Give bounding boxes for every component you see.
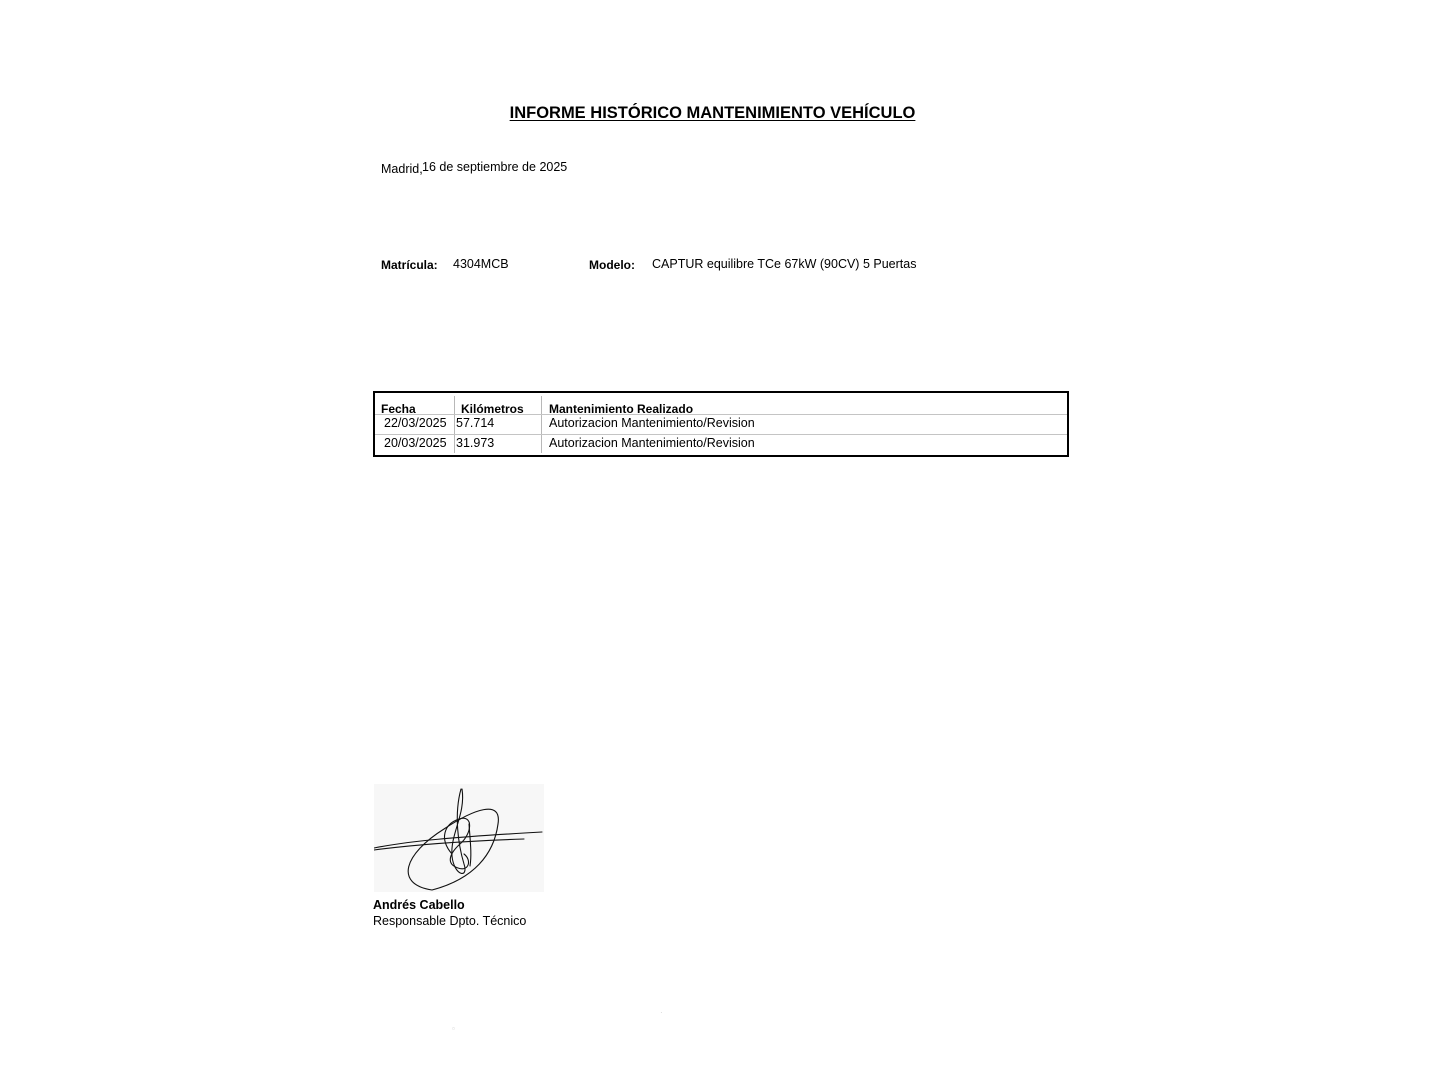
row-divider — [375, 434, 1067, 435]
scan-speck: · — [660, 1008, 663, 1017]
plate-value: 4304MCB — [453, 257, 509, 271]
row-2-date: 20/03/2025 — [384, 436, 447, 450]
signer-role: Responsable Dpto. Técnico — [373, 914, 527, 928]
document-date: 16 de septiembre de 2025 — [422, 160, 568, 174]
plate-label: Matrícula: — [381, 258, 438, 272]
header-date: Fecha — [381, 402, 416, 416]
header-maintenance: Mantenimiento Realizado — [549, 402, 694, 416]
column-divider — [454, 396, 455, 453]
document-city: Madrid, — [381, 162, 423, 176]
model-value: CAPTUR equilibre TCe 67kW (90CV) 5 Puertas — [652, 257, 917, 271]
signature-drawing — [374, 784, 544, 892]
document-title: INFORME HISTÓRICO MANTENIMIENTO VEHÍCULO — [509, 104, 916, 122]
header-km: Kilómetros — [461, 402, 524, 416]
row-2-maintenance: Autorizacion Mantenimiento/Revision — [549, 436, 755, 450]
row-1-km: 57.714 — [456, 416, 495, 430]
row-1-maintenance: Autorizacion Mantenimiento/Revision — [549, 416, 755, 430]
signature-image — [374, 784, 544, 892]
model-label: Modelo: — [589, 258, 635, 272]
scan-speck: ▫ — [452, 1024, 455, 1033]
signer-name: Andrés Cabello — [373, 898, 465, 912]
row-2-km: 31.973 — [456, 436, 495, 450]
maintenance-table — [373, 391, 1069, 457]
column-divider — [541, 396, 542, 453]
row-1-date: 22/03/2025 — [384, 416, 447, 430]
